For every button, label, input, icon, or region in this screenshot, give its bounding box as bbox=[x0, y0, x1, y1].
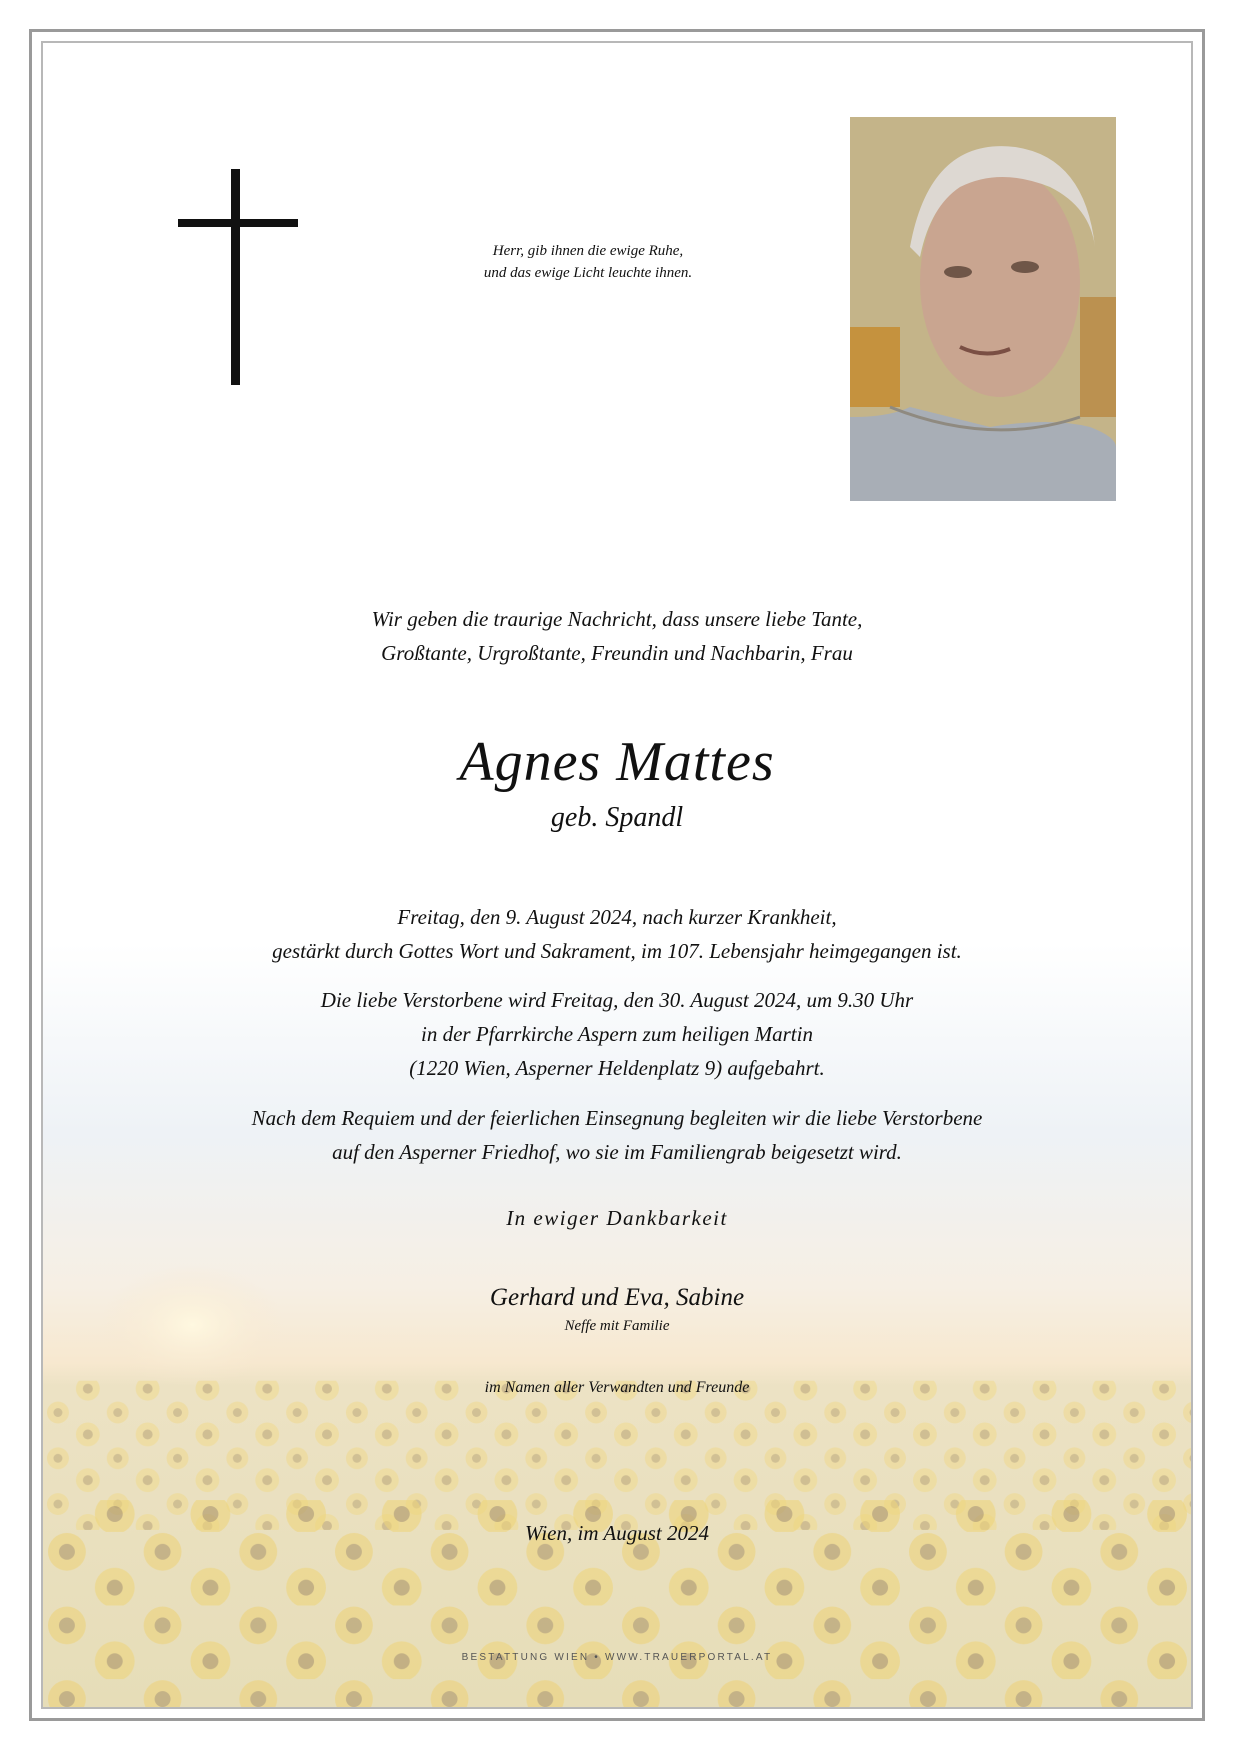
maiden-name: geb. Spandl bbox=[550, 802, 684, 833]
death-notice-paragraph: Freitag, den 9. August 2024, nach kurzer Krankheit, gestärkt durch Gottes Wort und Sakrament, im 107. Lebensjahr heimgegangen ist. bbox=[272, 905, 962, 963]
prayer-verse: Herr, gib ihnen die ewige Ruhe, und das ewige Licht leuchte ihnen. bbox=[483, 243, 693, 281]
cross-icon bbox=[178, 169, 300, 387]
obituary-card bbox=[41, 41, 1193, 1709]
deceased-name: Agnes Mattes bbox=[459, 731, 775, 793]
intro-text: Wir geben die traurige Nachricht, dass unsere liebe Tante, Großtante, Urgroßtante, Freundin und Nachbarin, Frau bbox=[371, 607, 863, 665]
portrait-photo bbox=[850, 117, 1116, 501]
burial-details-paragraph: Nach dem Requiem und der feierlichen Einsegnung begleiten wir die liebe Verstorbene auf den Asperner Friedhof, wo sie im Familiengrab beigesetzt wird. bbox=[251, 1106, 983, 1164]
all-relatives-line: im Namen aller Verwandten und Freunde bbox=[484, 1379, 750, 1396]
footer-credit: BESTATTUNG WIEN • WWW.TRAUERPORTAL.AT bbox=[461, 1652, 773, 1663]
mourners-relation: Neffe mit Familie bbox=[564, 1318, 670, 1334]
gratitude-line: In ewiger Dankbarkeit bbox=[506, 1206, 728, 1230]
mourners-names: Gerhard und Eva, Sabine bbox=[489, 1284, 745, 1311]
place-and-date: Wien, im August 2024 bbox=[525, 1521, 709, 1545]
viewing-details-paragraph: Die liebe Verstorbene wird Freitag, den 30. August 2024, um 9.30 Uhr in der Pfarrkirche Aspern zum heiligen Martin (1220 Wien, Asperner Heldenplatz 9) aufgebahrt. bbox=[320, 988, 914, 1080]
